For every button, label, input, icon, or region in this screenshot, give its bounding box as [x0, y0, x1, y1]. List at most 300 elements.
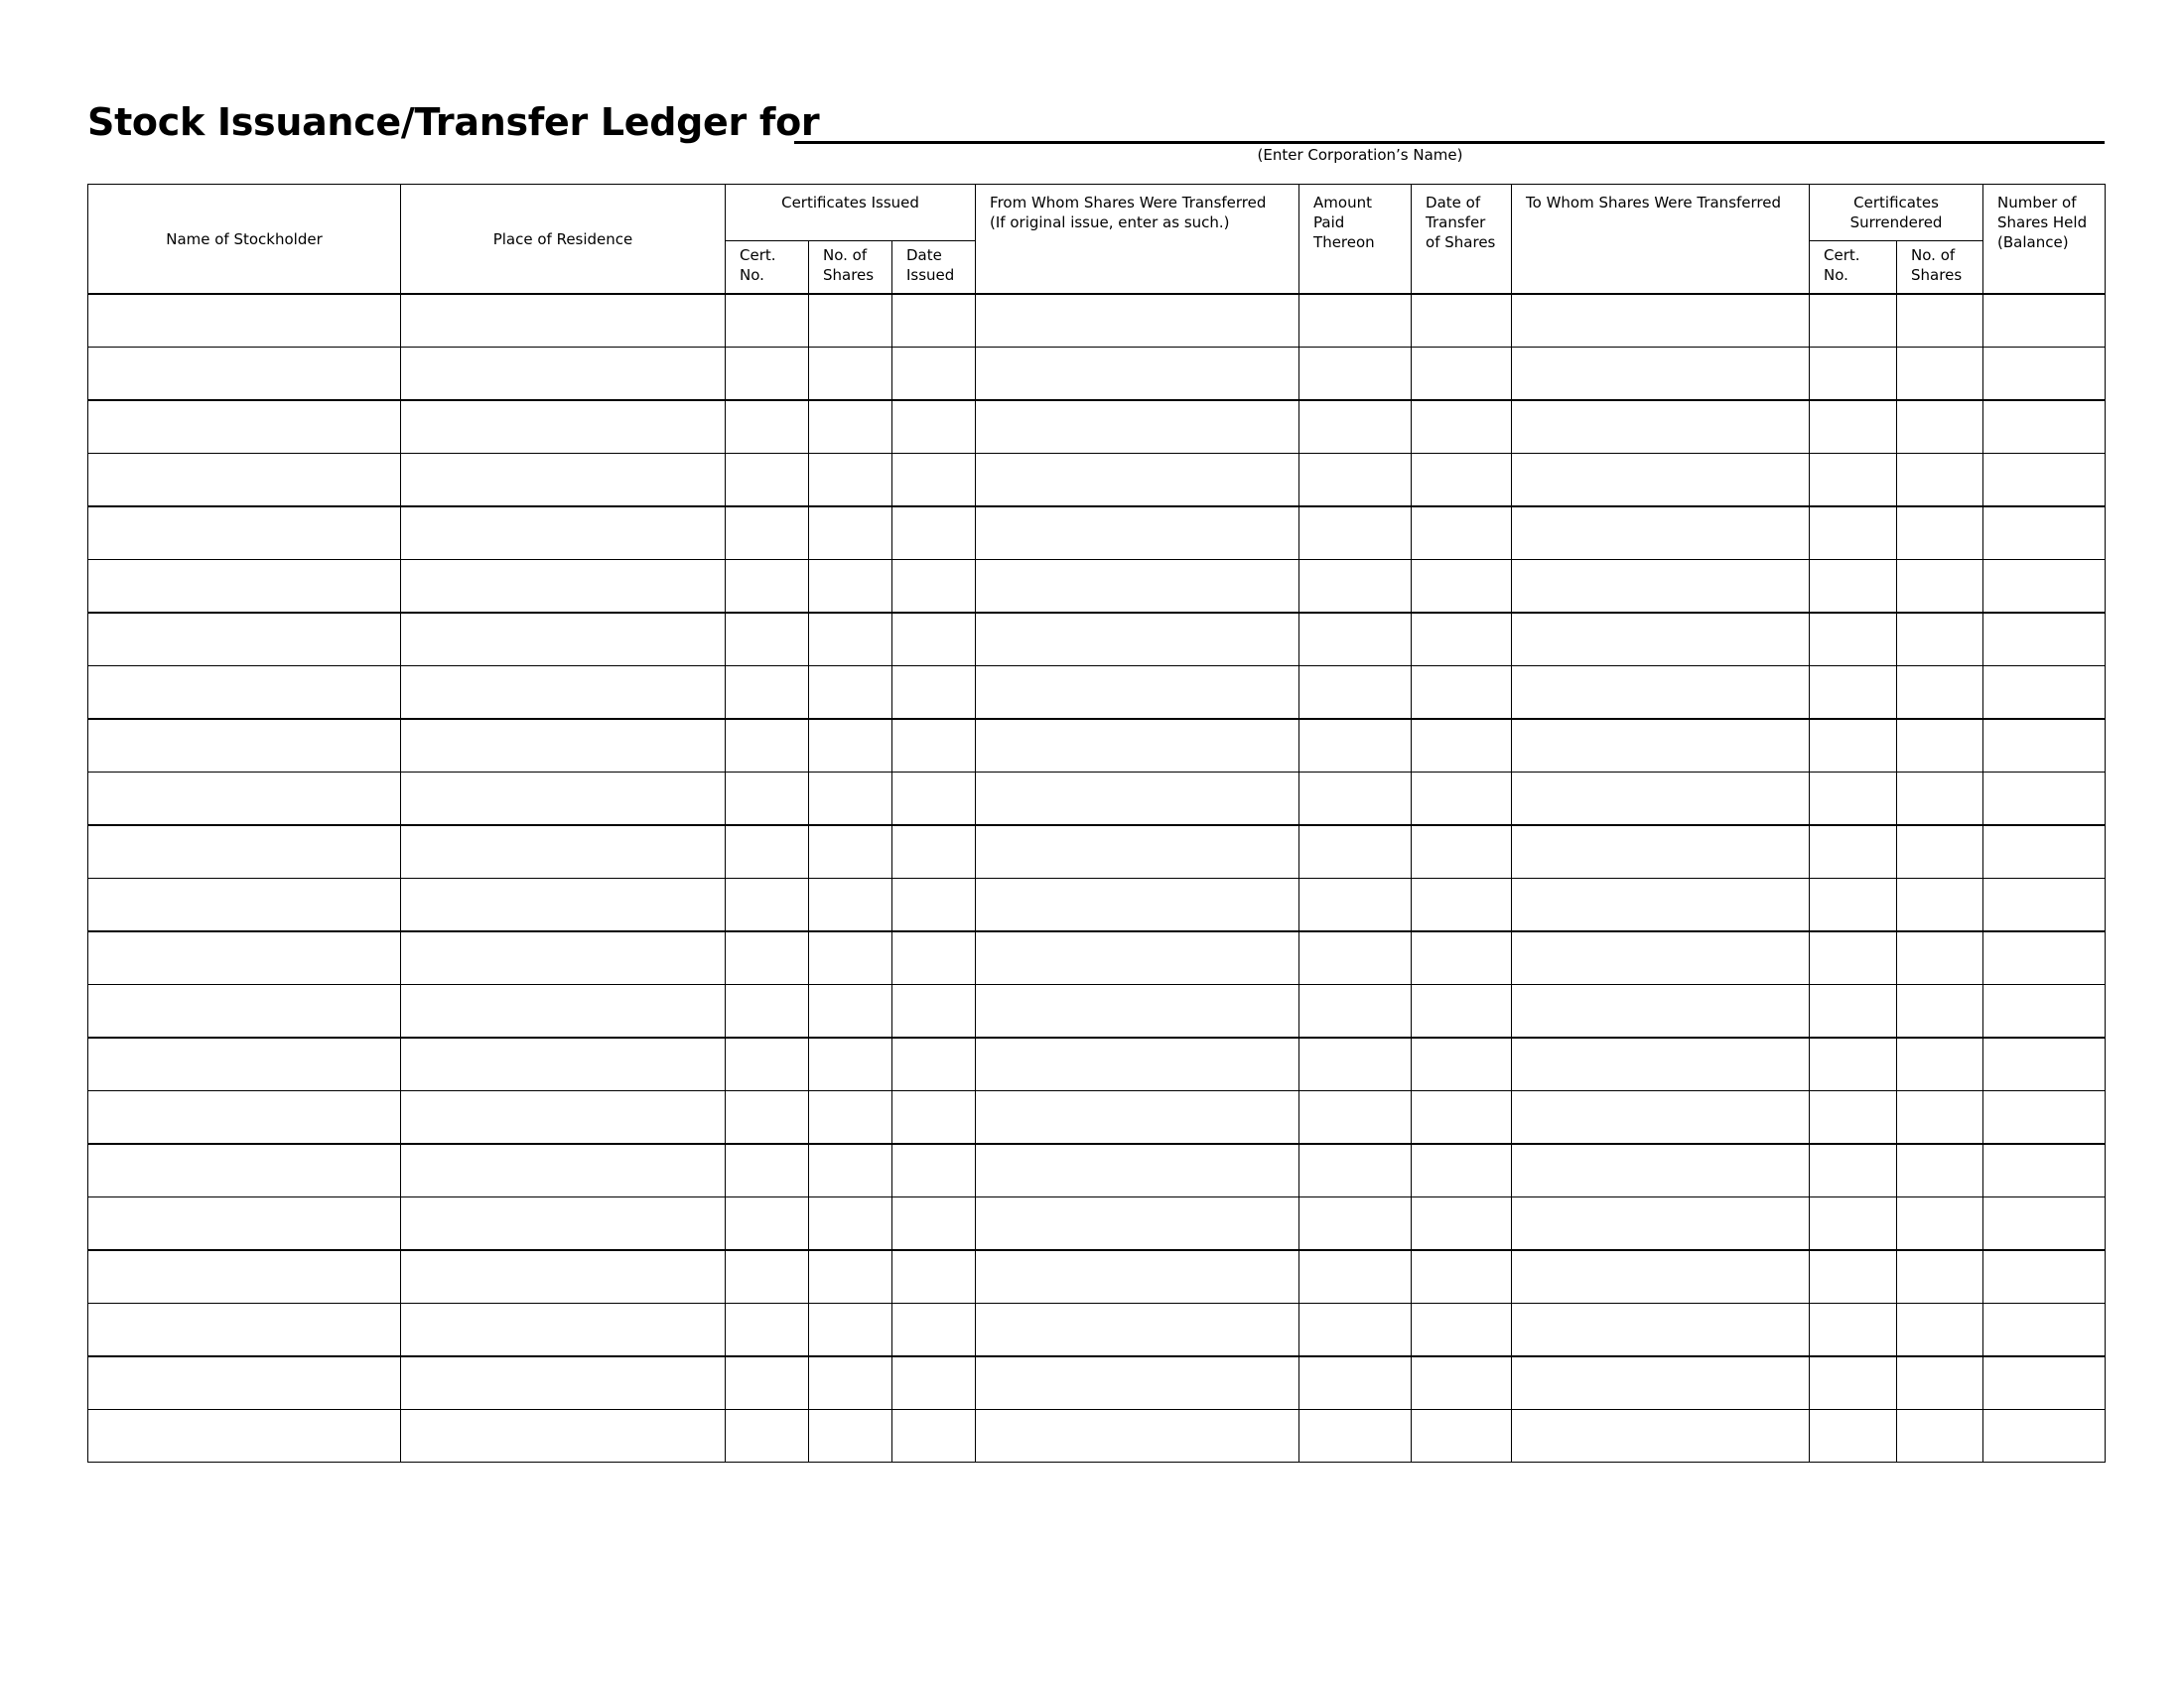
table-row: [88, 1144, 2106, 1197]
cell-cert-no[interactable]: [726, 613, 809, 666]
cell-place-of-residence[interactable]: [401, 985, 726, 1039]
cell-number-of-shares-held[interactable]: [1983, 400, 2106, 454]
cell-to-whom-transferred[interactable]: [1512, 560, 1810, 614]
cell-date-issued[interactable]: [892, 400, 976, 454]
cell-name-of-stockholder[interactable]: [88, 1091, 401, 1145]
cell-date-of-transfer[interactable]: [1412, 400, 1512, 454]
cell-name-of-stockholder[interactable]: [88, 1410, 401, 1463]
header-name-of-stockholder: Name of Stockholder: [88, 185, 401, 295]
cell-name-of-stockholder[interactable]: [88, 506, 401, 560]
cell-place-of-residence[interactable]: [401, 454, 726, 507]
cell-date-of-transfer[interactable]: [1412, 560, 1512, 614]
cell-to-whom-transferred[interactable]: [1512, 348, 1810, 401]
cell-to-whom-transferred[interactable]: [1512, 454, 1810, 507]
table-row: [88, 400, 2106, 454]
cell-date-of-transfer[interactable]: [1412, 613, 1512, 666]
table-row: [88, 1038, 2106, 1091]
cell-cert-no[interactable]: [726, 348, 809, 401]
cell-surrendered-no-of-shares[interactable]: [1897, 985, 1983, 1039]
cell-to-whom-transferred[interactable]: [1512, 773, 1810, 826]
cell-from-whom-transferred[interactable]: [976, 719, 1299, 773]
cell-to-whom-transferred[interactable]: [1512, 825, 1810, 879]
cell-name-of-stockholder[interactable]: [88, 825, 401, 879]
cell-name-of-stockholder[interactable]: [88, 294, 401, 348]
cell-no-of-shares[interactable]: [809, 719, 892, 773]
cell-date-issued[interactable]: [892, 1091, 976, 1145]
cell-number-of-shares-held[interactable]: [1983, 613, 2106, 666]
header-no-of-shares: No. of Shares: [809, 241, 892, 295]
cell-to-whom-transferred[interactable]: [1512, 666, 1810, 720]
cell-to-whom-transferred[interactable]: [1512, 1091, 1810, 1145]
cell-surrendered-cert-no[interactable]: [1810, 1250, 1897, 1304]
header-place-of-residence: Place of Residence: [401, 185, 726, 295]
cell-date-of-transfer[interactable]: [1412, 719, 1512, 773]
cell-name-of-stockholder[interactable]: [88, 666, 401, 720]
cell-from-whom-transferred[interactable]: [976, 454, 1299, 507]
cell-from-whom-transferred[interactable]: [976, 506, 1299, 560]
cell-surrendered-cert-no[interactable]: [1810, 825, 1897, 879]
cell-date-issued[interactable]: [892, 454, 976, 507]
ledger-table: [87, 184, 2106, 1463]
cell-from-whom-transferred[interactable]: [976, 1197, 1299, 1251]
cell-date-issued[interactable]: [892, 613, 976, 666]
cell-to-whom-transferred[interactable]: [1512, 719, 1810, 773]
cell-cert-no[interactable]: [726, 666, 809, 720]
cell-place-of-residence[interactable]: [401, 1197, 726, 1251]
cell-no-of-shares[interactable]: [809, 1304, 892, 1357]
cell-amount-paid[interactable]: [1299, 773, 1412, 826]
cell-to-whom-transferred[interactable]: [1512, 1197, 1810, 1251]
cell-amount-paid[interactable]: [1299, 454, 1412, 507]
cell-no-of-shares[interactable]: [809, 1250, 892, 1304]
cell-surrendered-cert-no[interactable]: [1810, 719, 1897, 773]
cell-date-of-transfer[interactable]: [1412, 348, 1512, 401]
cell-amount-paid[interactable]: [1299, 931, 1412, 985]
cell-number-of-shares-held[interactable]: [1983, 1144, 2106, 1197]
cell-from-whom-transferred[interactable]: [976, 879, 1299, 932]
cell-from-whom-transferred[interactable]: [976, 666, 1299, 720]
cell-from-whom-transferred[interactable]: [976, 1091, 1299, 1145]
cell-place-of-residence[interactable]: [401, 294, 726, 348]
cell-number-of-shares-held[interactable]: [1983, 719, 2106, 773]
cell-cert-no[interactable]: [726, 294, 809, 348]
table-row: [88, 348, 2106, 401]
cell-date-issued[interactable]: [892, 1144, 976, 1197]
cell-to-whom-transferred[interactable]: [1512, 1250, 1810, 1304]
cell-date-of-transfer[interactable]: [1412, 1091, 1512, 1145]
cell-date-issued[interactable]: [892, 348, 976, 401]
cell-surrendered-no-of-shares[interactable]: [1897, 825, 1983, 879]
cell-surrendered-no-of-shares[interactable]: [1897, 666, 1983, 720]
cell-place-of-residence[interactable]: [401, 1304, 726, 1357]
cell-surrendered-cert-no[interactable]: [1810, 985, 1897, 1039]
cell-amount-paid[interactable]: [1299, 1197, 1412, 1251]
cell-surrendered-no-of-shares[interactable]: [1897, 1410, 1983, 1463]
cell-cert-no[interactable]: [726, 719, 809, 773]
cell-cert-no[interactable]: [726, 1197, 809, 1251]
cell-surrendered-cert-no[interactable]: [1810, 1038, 1897, 1091]
cell-no-of-shares[interactable]: [809, 294, 892, 348]
cell-surrendered-no-of-shares[interactable]: [1897, 400, 1983, 454]
cell-from-whom-transferred[interactable]: [976, 1250, 1299, 1304]
cell-no-of-shares[interactable]: [809, 560, 892, 614]
cell-amount-paid[interactable]: [1299, 294, 1412, 348]
table-row: [88, 666, 2106, 720]
cell-place-of-residence[interactable]: [401, 666, 726, 720]
table-row: [88, 613, 2106, 666]
cell-date-of-transfer[interactable]: [1412, 1410, 1512, 1463]
cell-surrendered-cert-no[interactable]: [1810, 560, 1897, 614]
cell-cert-no[interactable]: [726, 454, 809, 507]
cell-from-whom-transferred[interactable]: [976, 931, 1299, 985]
cell-date-issued[interactable]: [892, 879, 976, 932]
cell-place-of-residence[interactable]: [401, 506, 726, 560]
cell-surrendered-cert-no[interactable]: [1810, 454, 1897, 507]
header-cert-no: Cert. No.: [726, 241, 809, 295]
table-row: [88, 1091, 2106, 1145]
table-row: [88, 985, 2106, 1039]
cell-date-of-transfer[interactable]: [1412, 1250, 1512, 1304]
cell-from-whom-transferred[interactable]: [976, 1356, 1299, 1410]
cell-amount-paid[interactable]: [1299, 613, 1412, 666]
cell-name-of-stockholder[interactable]: [88, 1144, 401, 1197]
cell-number-of-shares-held[interactable]: [1983, 348, 2106, 401]
cell-place-of-residence[interactable]: [401, 825, 726, 879]
cell-from-whom-transferred[interactable]: [976, 348, 1299, 401]
cell-date-of-transfer[interactable]: [1412, 506, 1512, 560]
cell-from-whom-transferred[interactable]: [976, 1410, 1299, 1463]
cell-date-of-transfer[interactable]: [1412, 1038, 1512, 1091]
cell-from-whom-transferred[interactable]: [976, 985, 1299, 1039]
cell-name-of-stockholder[interactable]: [88, 985, 401, 1039]
cell-surrendered-cert-no[interactable]: [1810, 294, 1897, 348]
cell-amount-paid[interactable]: [1299, 1410, 1412, 1463]
cell-surrendered-no-of-shares[interactable]: [1897, 1091, 1983, 1145]
cell-amount-paid[interactable]: [1299, 1038, 1412, 1091]
cell-from-whom-transferred[interactable]: [976, 560, 1299, 614]
cell-surrendered-cert-no[interactable]: [1810, 1091, 1897, 1145]
cell-date-of-transfer[interactable]: [1412, 666, 1512, 720]
table-row: [88, 825, 2106, 879]
cell-date-issued[interactable]: [892, 1250, 976, 1304]
cell-no-of-shares[interactable]: [809, 1356, 892, 1410]
cell-number-of-shares-held[interactable]: [1983, 1304, 2106, 1357]
cell-amount-paid[interactable]: [1299, 1091, 1412, 1145]
cell-place-of-residence[interactable]: [401, 560, 726, 614]
cell-number-of-shares-held[interactable]: [1983, 773, 2106, 826]
cell-no-of-shares[interactable]: [809, 825, 892, 879]
cell-date-of-transfer[interactable]: [1412, 1304, 1512, 1357]
table-row: [88, 879, 2106, 932]
cell-date-of-transfer[interactable]: [1412, 931, 1512, 985]
cell-date-of-transfer[interactable]: [1412, 825, 1512, 879]
table-row: [88, 931, 2106, 985]
cell-no-of-shares[interactable]: [809, 1144, 892, 1197]
cell-cert-no[interactable]: [726, 506, 809, 560]
cell-surrendered-no-of-shares[interactable]: [1897, 931, 1983, 985]
cell-to-whom-transferred[interactable]: [1512, 985, 1810, 1039]
cell-amount-paid[interactable]: [1299, 348, 1412, 401]
cell-number-of-shares-held[interactable]: [1983, 1250, 2106, 1304]
cell-place-of-residence[interactable]: [401, 719, 726, 773]
cell-surrendered-no-of-shares[interactable]: [1897, 454, 1983, 507]
cell-surrendered-no-of-shares[interactable]: [1897, 1250, 1983, 1304]
cell-name-of-stockholder[interactable]: [88, 1250, 401, 1304]
cell-surrendered-no-of-shares[interactable]: [1897, 1197, 1983, 1251]
cell-surrendered-cert-no[interactable]: [1810, 931, 1897, 985]
cell-number-of-shares-held[interactable]: [1983, 931, 2106, 985]
cell-no-of-shares[interactable]: [809, 506, 892, 560]
table-row: [88, 1304, 2106, 1357]
cell-surrendered-cert-no[interactable]: [1810, 879, 1897, 932]
cell-number-of-shares-held[interactable]: [1983, 506, 2106, 560]
cell-amount-paid[interactable]: [1299, 666, 1412, 720]
cell-cert-no[interactable]: [726, 1038, 809, 1091]
cell-cert-no[interactable]: [726, 1410, 809, 1463]
cell-to-whom-transferred[interactable]: [1512, 1356, 1810, 1410]
cell-amount-paid[interactable]: [1299, 1250, 1412, 1304]
cell-date-issued[interactable]: [892, 773, 976, 826]
cell-date-issued[interactable]: [892, 1304, 976, 1357]
cell-date-of-transfer[interactable]: [1412, 879, 1512, 932]
cell-from-whom-transferred[interactable]: [976, 400, 1299, 454]
cell-cert-no[interactable]: [726, 773, 809, 826]
cell-number-of-shares-held[interactable]: [1983, 294, 2106, 348]
cell-date-of-transfer[interactable]: [1412, 773, 1512, 826]
cell-to-whom-transferred[interactable]: [1512, 879, 1810, 932]
cell-number-of-shares-held[interactable]: [1983, 985, 2106, 1039]
cell-amount-paid[interactable]: [1299, 1356, 1412, 1410]
cell-surrendered-cert-no[interactable]: [1810, 1197, 1897, 1251]
cell-amount-paid[interactable]: [1299, 506, 1412, 560]
table-row: [88, 454, 2106, 507]
cell-date-issued[interactable]: [892, 1410, 976, 1463]
cell-place-of-residence[interactable]: [401, 400, 726, 454]
cell-from-whom-transferred[interactable]: [976, 1038, 1299, 1091]
header-surrendered-no-of-shares: No. of Shares: [1897, 241, 1983, 295]
cell-no-of-shares[interactable]: [809, 1197, 892, 1251]
cell-to-whom-transferred[interactable]: [1512, 931, 1810, 985]
cell-name-of-stockholder[interactable]: [88, 454, 401, 507]
cell-name-of-stockholder[interactable]: [88, 400, 401, 454]
cell-to-whom-transferred[interactable]: [1512, 1410, 1810, 1463]
cell-no-of-shares[interactable]: [809, 348, 892, 401]
cell-name-of-stockholder[interactable]: [88, 719, 401, 773]
cell-surrendered-cert-no[interactable]: [1810, 1356, 1897, 1410]
cell-from-whom-transferred[interactable]: [976, 825, 1299, 879]
cell-name-of-stockholder[interactable]: [88, 560, 401, 614]
cell-surrendered-cert-no[interactable]: [1810, 348, 1897, 401]
cell-surrendered-no-of-shares[interactable]: [1897, 1038, 1983, 1091]
corporation-name-caption: (Enter Corporation’s Name): [1257, 146, 1463, 164]
cell-amount-paid[interactable]: [1299, 825, 1412, 879]
cell-number-of-shares-held[interactable]: [1983, 1410, 2106, 1463]
cell-to-whom-transferred[interactable]: [1512, 294, 1810, 348]
cell-number-of-shares-held[interactable]: [1983, 1038, 2106, 1091]
table-row: [88, 1356, 2106, 1410]
cell-place-of-residence[interactable]: [401, 1091, 726, 1145]
cell-date-issued[interactable]: [892, 560, 976, 614]
cell-name-of-stockholder[interactable]: [88, 879, 401, 932]
cell-to-whom-transferred[interactable]: [1512, 400, 1810, 454]
cell-date-of-transfer[interactable]: [1412, 1144, 1512, 1197]
cell-amount-paid[interactable]: [1299, 560, 1412, 614]
cell-surrendered-cert-no[interactable]: [1810, 1304, 1897, 1357]
cell-no-of-shares[interactable]: [809, 613, 892, 666]
cell-surrendered-no-of-shares[interactable]: [1897, 719, 1983, 773]
cell-cert-no[interactable]: [726, 400, 809, 454]
cell-cert-no[interactable]: [726, 825, 809, 879]
cell-place-of-residence[interactable]: [401, 1144, 726, 1197]
form-header: [87, 95, 2105, 155]
cell-amount-paid[interactable]: [1299, 1304, 1412, 1357]
cell-name-of-stockholder[interactable]: [88, 1304, 401, 1357]
cell-date-of-transfer[interactable]: [1412, 454, 1512, 507]
cell-cert-no[interactable]: [726, 1144, 809, 1197]
cell-number-of-shares-held[interactable]: [1983, 825, 2106, 879]
cell-surrendered-no-of-shares[interactable]: [1897, 1304, 1983, 1357]
cell-to-whom-transferred[interactable]: [1512, 506, 1810, 560]
cell-number-of-shares-held[interactable]: [1983, 1197, 2106, 1251]
cell-place-of-residence[interactable]: [401, 931, 726, 985]
header-amount-paid: Amount Paid Thereon: [1299, 185, 1412, 295]
cell-no-of-shares[interactable]: [809, 985, 892, 1039]
cell-to-whom-transferred[interactable]: [1512, 613, 1810, 666]
cell-surrendered-cert-no[interactable]: [1810, 773, 1897, 826]
cell-name-of-stockholder[interactable]: [88, 931, 401, 985]
table-row: [88, 1197, 2106, 1251]
cell-place-of-residence[interactable]: [401, 613, 726, 666]
cell-name-of-stockholder[interactable]: [88, 348, 401, 401]
cell-date-issued[interactable]: [892, 666, 976, 720]
header-to-whom-transferred: To Whom Shares Were Transferred: [1512, 185, 1810, 295]
cell-no-of-shares[interactable]: [809, 666, 892, 720]
cell-name-of-stockholder[interactable]: [88, 773, 401, 826]
cell-date-issued[interactable]: [892, 1356, 976, 1410]
cell-number-of-shares-held[interactable]: [1983, 454, 2106, 507]
cell-cert-no[interactable]: [726, 1304, 809, 1357]
cell-surrendered-cert-no[interactable]: [1810, 1410, 1897, 1463]
cell-amount-paid[interactable]: [1299, 719, 1412, 773]
cell-surrendered-no-of-shares[interactable]: [1897, 294, 1983, 348]
cell-place-of-residence[interactable]: [401, 1038, 726, 1091]
cell-no-of-shares[interactable]: [809, 454, 892, 507]
cell-date-issued[interactable]: [892, 294, 976, 348]
cell-amount-paid[interactable]: [1299, 985, 1412, 1039]
cell-date-issued[interactable]: [892, 719, 976, 773]
cell-place-of-residence[interactable]: [401, 879, 726, 932]
cell-cert-no[interactable]: [726, 1091, 809, 1145]
cell-number-of-shares-held[interactable]: [1983, 1091, 2106, 1145]
cell-surrendered-no-of-shares[interactable]: [1897, 348, 1983, 401]
cell-date-issued[interactable]: [892, 825, 976, 879]
cell-name-of-stockholder[interactable]: [88, 1038, 401, 1091]
cell-no-of-shares[interactable]: [809, 1038, 892, 1091]
cell-surrendered-no-of-shares[interactable]: [1897, 773, 1983, 826]
cell-from-whom-transferred[interactable]: [976, 613, 1299, 666]
header-date-of-transfer: Date of Transfer of Shares: [1412, 185, 1512, 295]
cell-from-whom-transferred[interactable]: [976, 1304, 1299, 1357]
cell-no-of-shares[interactable]: [809, 1091, 892, 1145]
cell-name-of-stockholder[interactable]: [88, 1197, 401, 1251]
cell-surrendered-cert-no[interactable]: [1810, 506, 1897, 560]
table-row: [88, 773, 2106, 826]
cell-cert-no[interactable]: [726, 560, 809, 614]
cell-place-of-residence[interactable]: [401, 773, 726, 826]
ledger-rows: [88, 294, 2106, 1463]
cell-surrendered-cert-no[interactable]: [1810, 666, 1897, 720]
cell-to-whom-transferred[interactable]: [1512, 1304, 1810, 1357]
cell-amount-paid[interactable]: [1299, 1144, 1412, 1197]
cell-name-of-stockholder[interactable]: [88, 1356, 401, 1410]
table-row: [88, 506, 2106, 560]
cell-from-whom-transferred[interactable]: [976, 294, 1299, 348]
cell-date-of-transfer[interactable]: [1412, 1197, 1512, 1251]
cell-cert-no[interactable]: [726, 985, 809, 1039]
cell-number-of-shares-held[interactable]: [1983, 666, 2106, 720]
cell-place-of-residence[interactable]: [401, 1250, 726, 1304]
cell-place-of-residence[interactable]: [401, 1410, 726, 1463]
cell-number-of-shares-held[interactable]: [1983, 560, 2106, 614]
header-surrendered-cert-no: Cert. No.: [1810, 241, 1897, 295]
cell-cert-no[interactable]: [726, 879, 809, 932]
cell-place-of-residence[interactable]: [401, 1356, 726, 1410]
cell-date-of-transfer[interactable]: [1412, 985, 1512, 1039]
table-row: [88, 294, 2106, 348]
cell-number-of-shares-held[interactable]: [1983, 879, 2106, 932]
cell-cert-no[interactable]: [726, 931, 809, 985]
header-number-of-shares-held: Number of Shares Held (Balance): [1983, 185, 2106, 295]
cell-cert-no[interactable]: [726, 1250, 809, 1304]
cell-date-issued[interactable]: [892, 1038, 976, 1091]
cell-date-of-transfer[interactable]: [1412, 294, 1512, 348]
cell-place-of-residence[interactable]: [401, 348, 726, 401]
cell-to-whom-transferred[interactable]: [1512, 1038, 1810, 1091]
cell-surrendered-no-of-shares[interactable]: [1897, 506, 1983, 560]
cell-date-of-transfer[interactable]: [1412, 1356, 1512, 1410]
cell-from-whom-transferred[interactable]: [976, 1144, 1299, 1197]
cell-surrendered-cert-no[interactable]: [1810, 1144, 1897, 1197]
cell-name-of-stockholder[interactable]: [88, 613, 401, 666]
cell-surrendered-no-of-shares[interactable]: [1897, 1144, 1983, 1197]
cell-number-of-shares-held[interactable]: [1983, 1356, 2106, 1410]
cell-no-of-shares[interactable]: [809, 1410, 892, 1463]
cell-no-of-shares[interactable]: [809, 931, 892, 985]
cell-date-issued[interactable]: [892, 1197, 976, 1251]
cell-date-issued[interactable]: [892, 931, 976, 985]
cell-surrendered-no-of-shares[interactable]: [1897, 560, 1983, 614]
cell-cert-no[interactable]: [726, 1356, 809, 1410]
corporation-name-field[interactable]: [794, 141, 2105, 144]
cell-amount-paid[interactable]: [1299, 879, 1412, 932]
cell-no-of-shares[interactable]: [809, 879, 892, 932]
cell-date-issued[interactable]: [892, 985, 976, 1039]
table-row: [88, 719, 2106, 773]
cell-no-of-shares[interactable]: [809, 400, 892, 454]
cell-surrendered-cert-no[interactable]: [1810, 400, 1897, 454]
cell-surrendered-no-of-shares[interactable]: [1897, 1356, 1983, 1410]
header-certificates-surrendered: Certificates Surrendered: [1810, 185, 1983, 241]
cell-surrendered-cert-no[interactable]: [1810, 613, 1897, 666]
cell-no-of-shares[interactable]: [809, 773, 892, 826]
cell-amount-paid[interactable]: [1299, 400, 1412, 454]
header-from-whom-transferred: From Whom Shares Were Transferred (If original issue, enter as such.): [976, 185, 1299, 295]
cell-to-whom-transferred[interactable]: [1512, 1144, 1810, 1197]
cell-from-whom-transferred[interactable]: [976, 773, 1299, 826]
cell-date-issued[interactable]: [892, 506, 976, 560]
cell-surrendered-no-of-shares[interactable]: [1897, 879, 1983, 932]
cell-surrendered-no-of-shares[interactable]: [1897, 613, 1983, 666]
